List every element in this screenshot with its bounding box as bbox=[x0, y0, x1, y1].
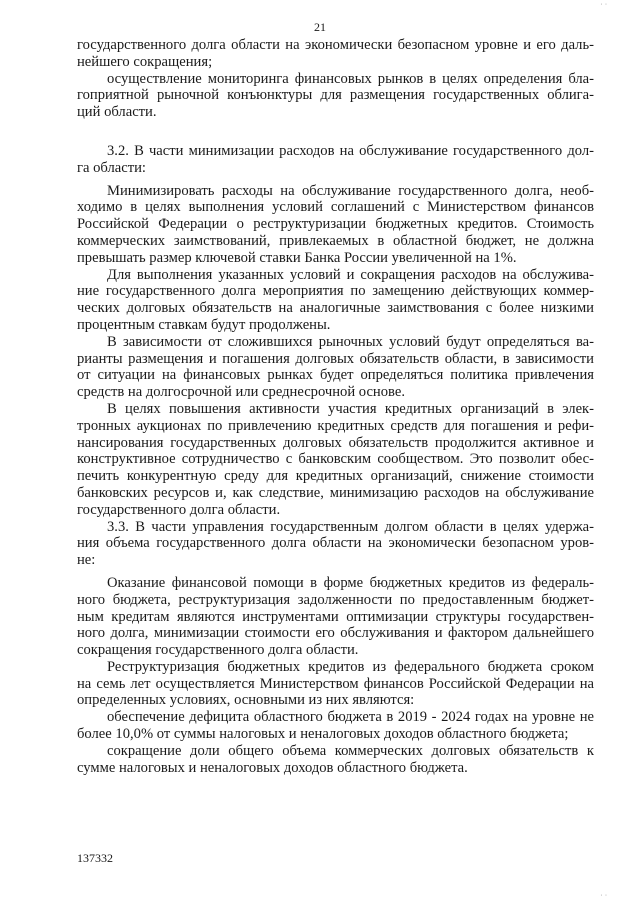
document-body bbox=[77, 37, 594, 776]
text-line: ходимо в целях выполнения условий соглашений с Министерством финансов bbox=[77, 199, 594, 216]
text-line: нейшего сокращения; bbox=[77, 53, 213, 70]
footer-code: 137332 bbox=[77, 851, 113, 865]
text-line: ного долга, минимизации стоимости его обслуживания и фактором дальнейшего bbox=[77, 625, 594, 642]
text-line: банковских ресурсов и, как следствие, минимизацию расходов на обслуживание bbox=[77, 484, 594, 501]
text-line: осуществление мониторинга финансовых рынков в целях определения бла- bbox=[107, 70, 594, 87]
section-heading-line: ния объема государственного долга области на экономически безопасном уров- bbox=[77, 535, 594, 552]
text-line: превышать размер ключевой ставки Банка России увеличенной на 1%. bbox=[77, 249, 517, 266]
text-line: обеспечение дефицита областного бюджета в 2019 - 2024 годах на уровне не bbox=[107, 709, 594, 726]
scan-mark: ˙ ˙ bbox=[600, 2, 608, 11]
text-line: ций области. bbox=[77, 104, 157, 121]
text-line: средств на долгосрочной или среднесрочной основе. bbox=[77, 384, 405, 401]
text-line: тронных аукционах по привлечению кредитных средств для погашения и рефи- bbox=[77, 417, 594, 434]
text-line: государственного долга области на экономически безопасном уровне и его даль- bbox=[77, 37, 594, 53]
text-line: процентным ставкам будут продолжены. bbox=[77, 316, 331, 333]
text-line: определенных условиях, основными из них являются: bbox=[77, 692, 415, 709]
scan-mark: ˙ ˙ bbox=[600, 893, 608, 902]
section-heading-line: га области: bbox=[77, 159, 146, 176]
text-line: В целях повышения активности участия кредитных организаций в элек- bbox=[107, 400, 594, 417]
text-line: сумме налоговых и неналоговых доходов областного бюджета. bbox=[77, 759, 468, 776]
text-line: Оказание финансовой помощи в форме бюджетных кредитов из федераль- bbox=[107, 574, 594, 591]
text-line: конструктивное сотрудничество с банковским сообществом. Это позволит обес- bbox=[77, 451, 594, 468]
text-line: ного бюджета, реструктуризация задолженности по предоставленным бюджет- bbox=[77, 591, 594, 608]
section-heading-line: 3.2. В части минимизации расходов на обслуживание государственного дол- bbox=[107, 142, 594, 159]
text-line: печить конкурентную среду для кредитных организаций, снижение стоимости bbox=[77, 468, 594, 485]
text-line: нансирования государственных долговых обязательств продолжится активное и bbox=[77, 434, 594, 451]
text-line: ным кредитам являются инструментами оптимизации структуры государствен- bbox=[77, 608, 594, 625]
text-line: государственного долга области. bbox=[77, 501, 281, 518]
text-line: сокращение доли общего объема коммерческих долговых обязательств к bbox=[107, 742, 594, 759]
page-number: 21 bbox=[314, 20, 326, 34]
text-line: гоприятной рыночной конъюнктуры для размещения государственных облига- bbox=[77, 87, 594, 104]
text-line: более 10,0% от суммы налоговых и неналоговых доходов областного бюджета; bbox=[77, 726, 569, 743]
section-heading-line: не: bbox=[77, 552, 96, 569]
text-line: ческих долговых обязательств на аналогичные заимствования с более низкими bbox=[77, 300, 594, 317]
section-heading-line: 3.3. В части управления государственным долгом области в целях удержа- bbox=[107, 518, 594, 535]
text-line: Реструктуризация бюджетных кредитов из федерального бюджета сроком bbox=[107, 658, 594, 675]
text-line: рианты размещения и погашения долговых обязательств области, в зависимости bbox=[77, 350, 594, 367]
text-line: Российской Федерации о реструктуризации бюджетных кредитов. Стоимость bbox=[77, 216, 594, 233]
text-line: ние государственного долга мероприятия по замещению действующих коммер- bbox=[77, 283, 594, 300]
text-line: коммерческих заимствований, привлекаемых в областной бюджет, не должна bbox=[77, 232, 594, 249]
text-line: В зависимости от сложившихся рыночных условий будут определяться ва- bbox=[107, 333, 594, 350]
text-line: от ситуации на финансовых рынках будет определяться политика привлечения bbox=[77, 367, 594, 384]
text-line: Минимизировать расходы на обслуживание государственного долга, необ- bbox=[107, 182, 594, 199]
text-line: Для выполнения указанных условий и сокращения расходов на обслужива- bbox=[107, 266, 594, 283]
text-line: сокращения государственного долга области. bbox=[77, 642, 359, 659]
text-line: на семь лет осуществляется Министерством финансов Российской Федерации на bbox=[77, 675, 594, 692]
